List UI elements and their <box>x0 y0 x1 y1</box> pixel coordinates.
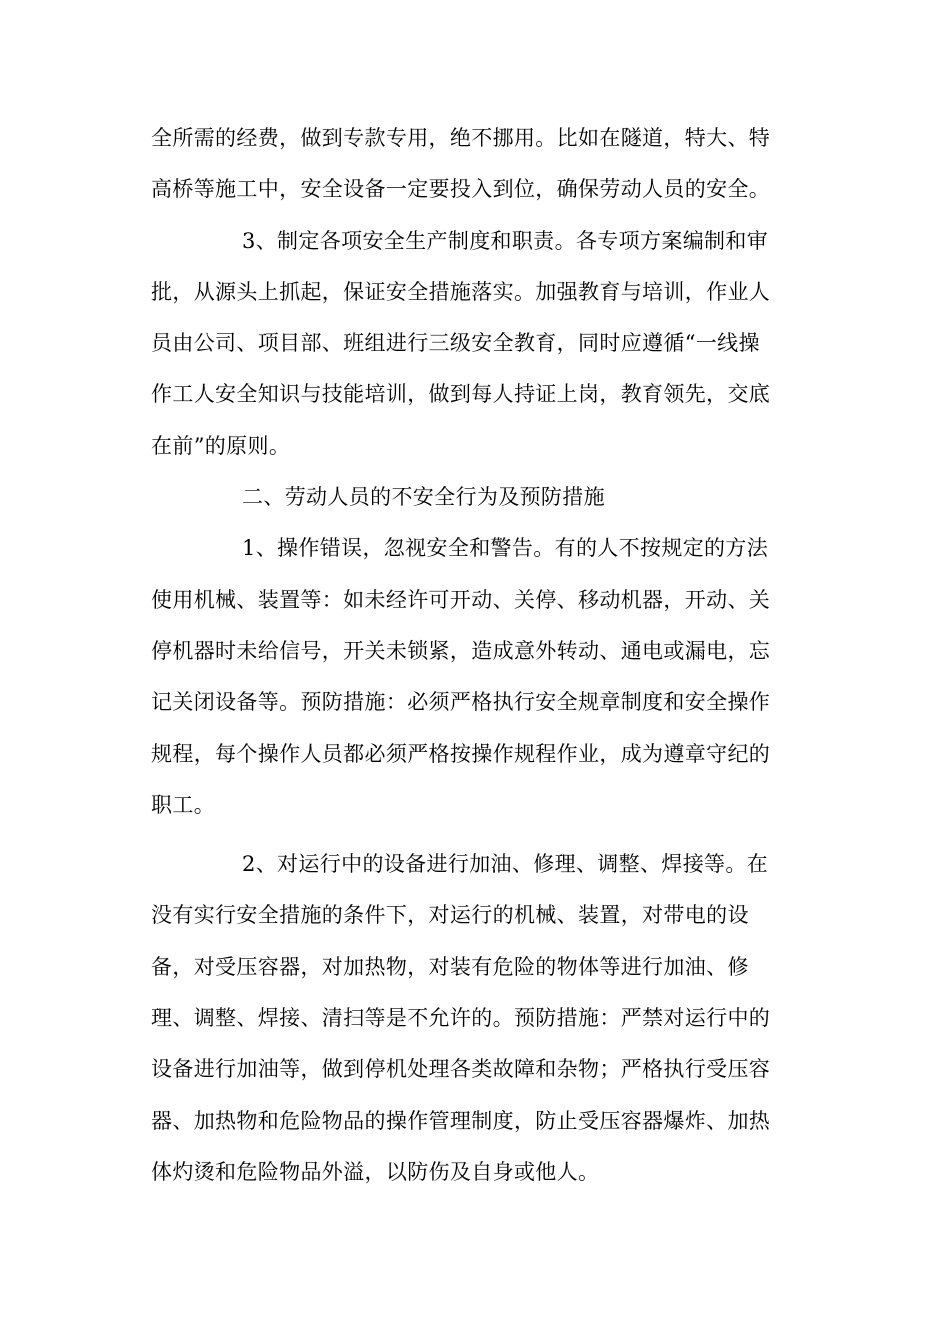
text-line: 批，从源头上抓起，保证安全措施落实。加强教育与培训，作业人 <box>151 279 771 304</box>
text-line: 高桥等施工中，安全设备一定要投入到位，确保劳动人员的安全。 <box>151 177 771 202</box>
text-line: 理、调整、焊接、清扫等是不允许的。预防措施：严禁对运行中的 <box>151 1006 771 1031</box>
paragraph-start-line: 1、操作错误，忽视安全和警告。有的人不按规定的方法 <box>242 536 769 561</box>
text-line: 全所需的经费，做到专款专用，绝不挪用。比如在隧道，特大、特 <box>151 126 771 150</box>
document-body <box>151 113 801 1198</box>
text-line: 没有实行安全措施的条件下，对运行的机械、装置，对带电的设 <box>151 903 749 928</box>
text-line: 器、加热物和危险物品的操作管理制度，防止受压容器爆炸、加热 <box>151 1108 771 1133</box>
paragraph-start-line: 3、制定各项安全生产制度和职责。各专项方案编制和审 <box>242 228 769 253</box>
text-line: 员由公司、项目部、班组进行三级安全教育，同时应遵循“一线操 <box>151 331 760 356</box>
text-line: 设备进行加油等，做到停机处理各类故障和杂物；严格执行受压容 <box>151 1057 771 1082</box>
text-line: 停机器时未给信号，开关未锁紧，造成意外转动、通电或漏电，忘 <box>151 638 771 663</box>
text-line: 使用机械、装置等：如未经许可开动、关停、移动机器，开动、关 <box>151 587 771 612</box>
paragraph-gap <box>151 831 801 839</box>
text-line: 记关闭设备等。预防措施：必须严格执行安全规章制度和安全操作 <box>151 690 771 715</box>
text-line: 作工人安全知识与技能培训，做到每人持证上岗，教育领先，交底 <box>151 382 771 407</box>
text-line: 规程，每个操作人员都必须严格按操作规程作业，成为遵章守纪的 <box>151 741 771 766</box>
text-line: 职工。 <box>151 792 216 817</box>
text-line: 在前”的原则。 <box>151 433 291 458</box>
text-line: 备，对受压容器，对加热物，对装有危险的物体等进行加油、修 <box>151 954 749 979</box>
section-heading: 二、劳动人员的不安全行为及预防措施 <box>242 485 605 510</box>
paragraph-start-line: 2、对运行中的设备进行加油、修理、调整、焊接等。在 <box>242 852 769 877</box>
text-line: 体灼烫和危险物品外溢，以防伤及自身或他人。 <box>151 1159 600 1184</box>
